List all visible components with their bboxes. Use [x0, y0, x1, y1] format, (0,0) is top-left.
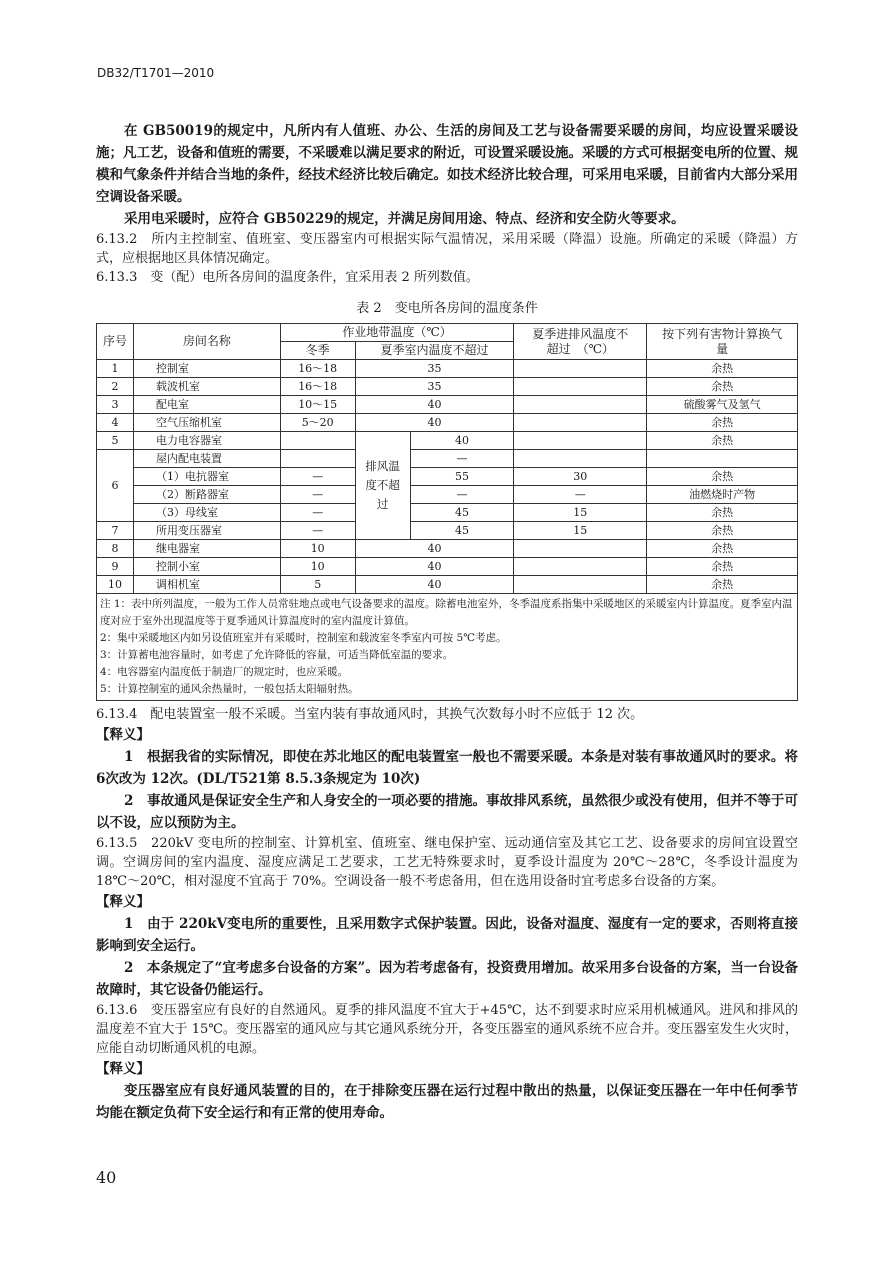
cell-winter: — — [280, 522, 355, 540]
cell-exhaust — [514, 576, 647, 594]
header-winter: 冬季 — [280, 342, 355, 360]
cell-exhaust: — — [514, 486, 647, 504]
table-row — [97, 450, 798, 468]
header-room: 房间名称 — [133, 324, 280, 360]
cell-winter: — — [280, 486, 355, 504]
table-row — [97, 396, 798, 414]
cell-room: 控制室 — [133, 360, 280, 378]
cell-summer: — — [410, 450, 514, 468]
cell-no: 8 — [97, 540, 134, 558]
cell-winter: 10 — [280, 540, 355, 558]
header-summer: 夏季室内温度不超过 — [355, 342, 514, 360]
cell-no: 1 — [97, 360, 134, 378]
cell-summer: 40 — [355, 576, 514, 594]
table-row — [97, 360, 798, 378]
cell-winter: 16～18 — [280, 360, 355, 378]
cell-exhaust — [514, 450, 647, 468]
interpretation-label: 【释义】 — [96, 894, 150, 910]
table-row — [97, 504, 798, 522]
cell-calc: 余热 — [647, 504, 798, 522]
table-row — [97, 576, 798, 594]
cell-no: 10 — [97, 576, 134, 594]
table-note: 3：计算蓄电池容量时，如考虑了允许降低的容量，可适当降低室温的要求。 — [100, 649, 454, 661]
cell-room: （1）电抗器室 — [133, 468, 280, 486]
table-note: 5：计算控制室的通风余热量时，一般包括太阳辐射热。 — [100, 683, 359, 695]
cell-no: 9 — [97, 558, 134, 576]
cell-calc: 余热 — [647, 432, 798, 450]
cell-summer: 40 — [355, 414, 514, 432]
cell-no: 5 — [97, 432, 134, 450]
cell-winter: 10 — [280, 558, 355, 576]
cell-summer: 35 — [355, 360, 514, 378]
cell-calc: 油燃烧时产物 — [647, 486, 798, 504]
cell-calc: 余热 — [647, 558, 798, 576]
cell-calc: 硫酸雾气及氢气 — [647, 396, 798, 414]
cell-exhaust — [514, 414, 647, 432]
cell-exhaust — [514, 360, 647, 378]
temperature-table — [96, 323, 798, 701]
cell-exhaust — [514, 558, 647, 576]
cell-exhaust-merged: 排风温度不超过 — [355, 432, 410, 540]
cell-summer: — — [410, 486, 514, 504]
clause-6-13-2: 6.13.2 所内主控制室、值班室、变压器室内可根据实际气温情况，采用采暖（降温）设施。所确定的采暖（降温）方式，应根据地区具体情况确定。 — [96, 232, 798, 266]
clause-6-13-3: 6.13.3 变（配）电所各房间的温度条件，宜采用表 2 所列数值。 — [96, 270, 479, 285]
cell-calc — [647, 450, 798, 468]
table-row — [97, 432, 798, 450]
cell-room: 载波机室 — [133, 378, 280, 396]
header-work-temp: 作业地带温度（℃） — [280, 324, 514, 342]
clause-6-13-5: 6.13.5 220kV 变电所的控制室、计算机室、值班室、继电保护室、远动通信室及其它工艺、设备要求的房间宜设置空调。空调房间的室内温度、湿度应满足工艺要求，工艺无特殊要求时，夏季设计温度为 20℃～28℃，冬季设计温度为 18℃～20℃，相对湿度不宜高于 70%。空调设备一般不考虑备用，但在选用设备时宜考虑多台设备的方案。 — [96, 836, 798, 889]
interpretation-6-13-6: 变压器室应有良好通风装置的目的，在于排除变压器在运行过程中散出的热量，以保证变压器在一年中任何季节均能在额定负荷下安全运行和有正常的使用寿命。 — [96, 1083, 798, 1121]
cell-summer: 40 — [410, 432, 514, 450]
cell-summer: 40 — [355, 540, 514, 558]
cell-winter: 5 — [280, 576, 355, 594]
cell-calc: 余热 — [647, 522, 798, 540]
table-row — [97, 378, 798, 396]
cell-calc: 余热 — [647, 576, 798, 594]
cell-room: 配电室 — [133, 396, 280, 414]
table-row — [97, 486, 798, 504]
table-note: 2：集中采暖地区内如另设值班室并有采暖时，控制室和载波室冬季室内可按 5℃考虑。 — [100, 632, 507, 644]
cell-calc: 余热 — [647, 540, 798, 558]
header-exhaust: 夏季进排风温度不超过 （℃） — [514, 324, 647, 360]
document-code: DB32/T1701—2010 — [97, 66, 215, 80]
paragraph-gb50229: 采用电采暖时，应符合 GB50229的规定，并满足房间用途、特点、经济和安全防火等要求。 — [124, 211, 685, 227]
cell-no: 3 — [97, 396, 134, 414]
paragraph-gb50019: 在 GB50019的规定中，凡所内有人值班、办公、生活的房间及工艺与设备需要采暖的房间，均应设置采暖设施；凡工艺，设备和值班的需要，不采暖难以满足要求的附近，可设置采暖设施。采暖的方式可根据变电所的位置、规模和气象条件并结合当地的条件，经技术经济比较后确定。如技术经济比较合理，可采用电采暖，目前省内大部分采用空调设备采暖。 — [96, 123, 798, 205]
table-row — [97, 414, 798, 432]
cell-calc: 余热 — [647, 378, 798, 396]
cell-exhaust — [514, 540, 647, 558]
cell-no: 7 — [97, 522, 134, 540]
cell-room: 调相机室 — [133, 576, 280, 594]
cell-exhaust: 15 — [514, 522, 647, 540]
table-row — [97, 540, 798, 558]
cell-exhaust — [514, 432, 647, 450]
table-row — [97, 522, 798, 540]
clause-6-13-4: 6.13.4 配电装置室一般不采暖。当室内装有事故通风时，其换气次数每小时不应低于 12 次。 — [96, 707, 644, 722]
cell-calc: 余热 — [647, 414, 798, 432]
interpretation-label: 【释义】 — [96, 1061, 150, 1077]
cell-summer: 40 — [355, 558, 514, 576]
clause-6-13-6: 6.13.6 变压器室应有良好的自然通风。夏季的排风温度不宜大于+45℃，达不到要求时应采用机械通风。进风和排风的温度差不宜大于 15℃。变压器室的通风应与其它通风系统分开，各变压器室的通风系统不应合并。变压器室发生火灾时，应能自动切断通风机的电源。 — [96, 1003, 798, 1056]
cell-winter: 5～20 — [280, 414, 355, 432]
cell-winter: — — [280, 504, 355, 522]
cell-calc: 余热 — [647, 468, 798, 486]
interpretation-6-13-4-item-2: 2 事故通风是保证安全生产和人身安全的一项必要的措施。事故排风系统，虽然很少或没有使用，但并不等于可以不设，应以预防为主。 — [96, 793, 798, 831]
cell-room: 屋内配电装置 — [133, 450, 280, 468]
cell-summer: 45 — [410, 522, 514, 540]
interpretation-6-13-4-item-1: 1 根据我省的实际情况，即使在苏北地区的配电装置室一般也不需要采暖。本条是对装有事故通风时的要求。将 6次改为 12次。(DL/T521第 8.5.3条规定为 10次) — [96, 749, 798, 787]
page-number: 40 — [96, 1168, 117, 1187]
header-no: 序号 — [97, 324, 134, 360]
page-content — [96, 120, 798, 1124]
header-calc: 按下列有害物计算换气量 — [647, 324, 798, 360]
interpretation-6-13-5-item-1: 1 由于 220kV变电所的重要性，且采用数字式保护装置。因此，设备对温度、湿度有一定的要求，否则将直接影响到安全运行。 — [96, 916, 798, 954]
cell-winter: 16～18 — [280, 378, 355, 396]
cell-exhaust — [514, 396, 647, 414]
table-row — [97, 558, 798, 576]
cell-room: 电力电容器室 — [133, 432, 280, 450]
table-notes — [97, 594, 798, 701]
cell-winter — [280, 450, 355, 468]
cell-no: 6 — [97, 450, 134, 522]
cell-room: （3）母线室 — [133, 504, 280, 522]
cell-exhaust — [514, 378, 647, 396]
cell-room: 所用变压器室 — [133, 522, 280, 540]
cell-room: 空气压缩机室 — [133, 414, 280, 432]
table-note: 4：电容器室内温度低于制造厂的规定时，也应采暖。 — [100, 666, 349, 678]
cell-summer: 55 — [410, 468, 514, 486]
cell-summer: 40 — [355, 396, 514, 414]
cell-exhaust: 30 — [514, 468, 647, 486]
cell-room: 继电器室 — [133, 540, 280, 558]
cell-exhaust: 15 — [514, 504, 647, 522]
cell-winter — [280, 432, 355, 450]
cell-winter: 10～15 — [280, 396, 355, 414]
cell-room: 控制小室 — [133, 558, 280, 576]
cell-no: 4 — [97, 414, 134, 432]
table-row — [97, 468, 798, 486]
table-title: 表 2 变电所各房间的温度条件 — [356, 301, 538, 316]
cell-summer: 35 — [355, 378, 514, 396]
cell-no: 2 — [97, 378, 134, 396]
cell-winter: — — [280, 468, 355, 486]
interpretation-label: 【释义】 — [96, 727, 150, 743]
table-note: 注 1：表中所列温度，一般为工作人员常驻地点或电气设备要求的温度。除蓄电池室外，冬季温度系指集中采暖地区的采暖室内计算温度。夏季室内温度对应于室外出现温度等于夏季通风计算温度时的室内温度计算值。 — [100, 598, 793, 627]
cell-room: （2）断路器室 — [133, 486, 280, 504]
interpretation-6-13-5-item-2: 2 本条规定了“宜考虑多台设备的方案”。因为若考虑备有，投资费用增加。故采用多台设备的方案，当一台设备故障时，其它设备仍能运行。 — [96, 960, 798, 998]
cell-calc: 余热 — [647, 360, 798, 378]
cell-summer: 45 — [410, 504, 514, 522]
